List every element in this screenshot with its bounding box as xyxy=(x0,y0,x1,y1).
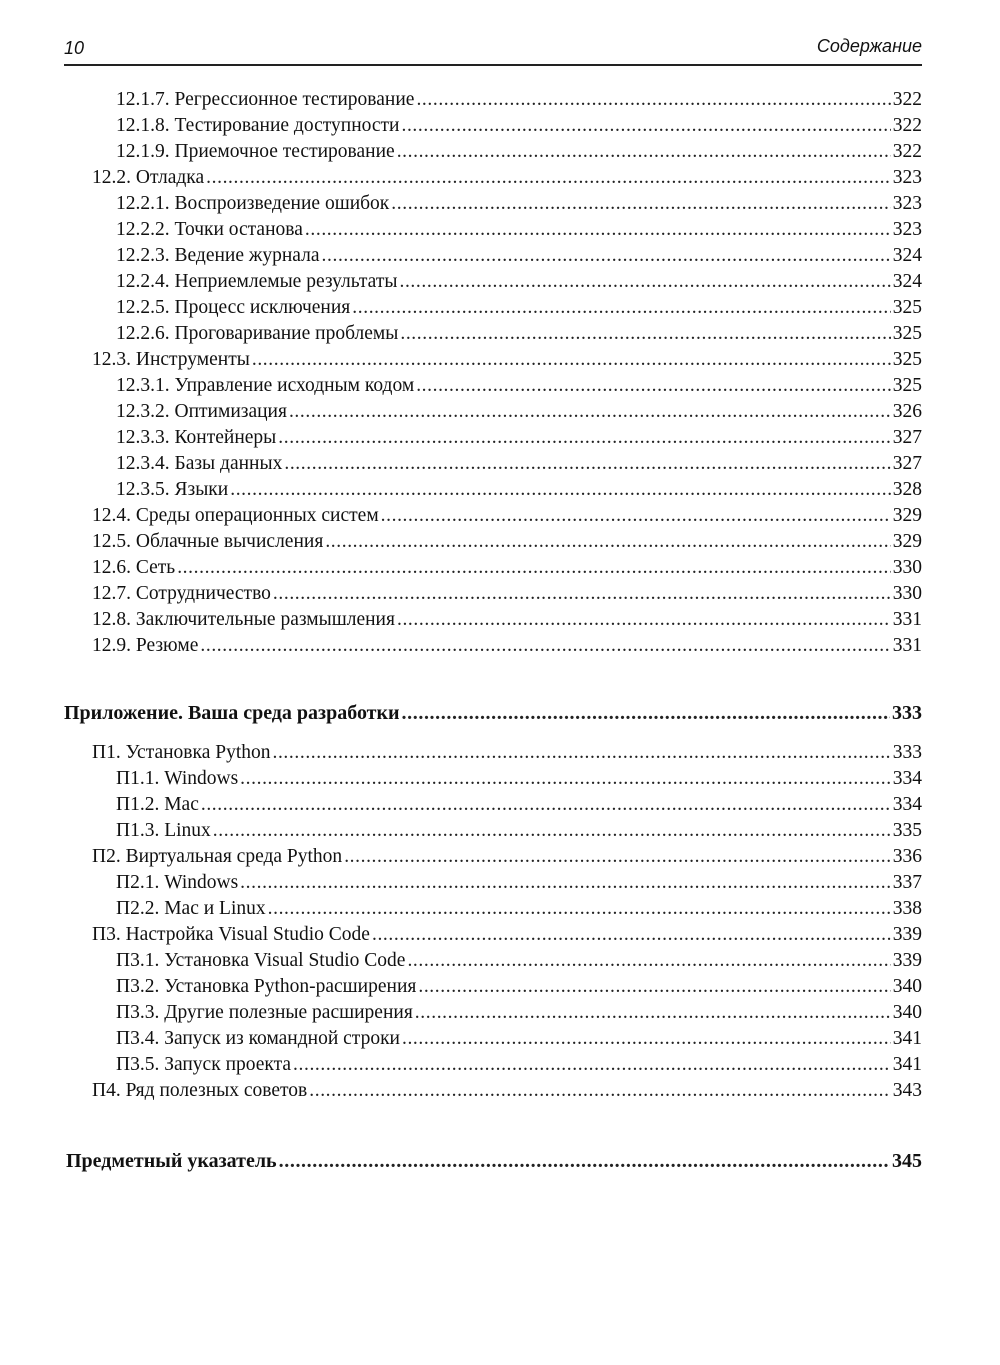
toc-entry-page: 325 xyxy=(892,323,922,344)
toc-entry xyxy=(116,896,922,922)
toc-entry-page: 323 xyxy=(892,193,922,214)
toc-entry-title: 12.4. Среды операционных систем xyxy=(92,505,379,526)
toc-entry-title: 12.3.1. Управление исходным кодом xyxy=(116,375,415,396)
toc-entry-title: 12.1.9. Приемочное тестирование xyxy=(116,141,395,162)
toc-entry-page: 339 xyxy=(892,924,922,945)
toc-entry-page: 337 xyxy=(892,872,922,893)
toc-entry-page: 329 xyxy=(892,505,922,526)
toc-entry-title: 12.3.3. Контейнеры xyxy=(116,427,277,448)
toc-entry xyxy=(92,922,922,948)
toc-entry-page: 323 xyxy=(892,167,922,188)
toc-leader-dots xyxy=(273,581,891,607)
toc-entry-page: 325 xyxy=(892,297,922,318)
toc-leader-dots xyxy=(397,139,891,165)
toc-entry xyxy=(92,347,922,373)
toc-entry xyxy=(116,139,922,165)
toc-entry xyxy=(116,451,922,477)
toc-leader-dots xyxy=(213,818,891,844)
toc-leader-dots xyxy=(415,1000,891,1026)
toc-entry-title: 12.1.8. Тестирование доступности xyxy=(116,115,400,136)
toc-entry-title: П1. Установка Python xyxy=(92,742,271,763)
toc-entry-page: 334 xyxy=(892,768,922,789)
toc-entry-title: 12.3.4. Базы данных xyxy=(116,453,283,474)
toc-entry xyxy=(92,581,922,607)
toc-entry xyxy=(116,87,922,113)
toc-leader-dots xyxy=(352,295,890,321)
toc-leader-dots xyxy=(381,503,891,529)
toc-leader-dots xyxy=(322,243,891,269)
toc-entry xyxy=(92,165,922,191)
toc-leader-dots xyxy=(230,477,891,503)
toc-entry-page: 340 xyxy=(892,1002,922,1023)
toc-leader-dots xyxy=(206,165,891,191)
toc-leader-dots xyxy=(289,399,891,425)
toc-entry-title: П1.1. Windows xyxy=(116,768,239,789)
toc-entry xyxy=(92,503,922,529)
toc-chapter-entry xyxy=(64,700,922,726)
toc-entry xyxy=(116,477,922,503)
toc-entry-title: 12.5. Облачные вычисления xyxy=(92,531,324,552)
toc-entry-title: П2.1. Windows xyxy=(116,872,239,893)
toc-entry-title: 12.2.3. Ведение журнала xyxy=(116,245,320,266)
toc-leader-dots xyxy=(278,425,890,451)
toc-entry-title: П1.3. Linux xyxy=(116,820,211,841)
toc-entry-title: П3.4. Запуск из командной строки xyxy=(116,1028,400,1049)
toc-entry-title: 12.8. Заключительные размышления xyxy=(92,609,395,630)
toc-entry-title: 12.2.6. Проговаривание проблемы xyxy=(116,323,399,344)
toc-entry-page: 327 xyxy=(892,427,922,448)
toc-entry xyxy=(92,633,922,659)
toc-entry-page: 322 xyxy=(892,89,922,110)
toc-chapter-entry xyxy=(66,1148,922,1174)
toc-entry xyxy=(116,1000,922,1026)
toc-entry xyxy=(116,269,922,295)
toc-leader-dots xyxy=(401,113,890,139)
toc-entry xyxy=(116,191,922,217)
toc-entry-page: 331 xyxy=(892,609,922,630)
toc-entry-page: 325 xyxy=(892,375,922,396)
toc-entry xyxy=(92,529,922,555)
toc-entry-page: 343 xyxy=(892,1080,922,1101)
toc-leader-dots xyxy=(309,1078,891,1104)
toc-leader-dots xyxy=(397,607,891,633)
toc-entry-title: Приложение. Ваша среда разработки xyxy=(64,702,400,724)
toc-entry-page: 330 xyxy=(892,583,922,604)
toc-leader-dots xyxy=(268,896,891,922)
toc-entry-title: 12.2.1. Воспроизведение ошибок xyxy=(116,193,390,214)
toc-entry-title: П2.2. Mac и Linux xyxy=(116,898,266,919)
toc-entry-page: 334 xyxy=(892,794,922,815)
toc-entry xyxy=(116,870,922,896)
toc-entry xyxy=(116,113,922,139)
toc-leader-dots xyxy=(344,844,891,870)
toc-entry xyxy=(116,243,922,269)
toc-entry-title: П3.2. Установка Python-расширения xyxy=(116,976,417,997)
toc-leader-dots xyxy=(402,1026,891,1052)
toc-leader-dots xyxy=(418,974,890,1000)
toc-entry-page: 328 xyxy=(892,479,922,500)
toc-leader-dots xyxy=(293,1052,891,1078)
toc-entry xyxy=(116,295,922,321)
toc-entry-page: 340 xyxy=(892,976,922,997)
toc-entry-page: 322 xyxy=(892,141,922,162)
toc-leader-dots xyxy=(402,700,890,726)
toc-entry-page: 336 xyxy=(892,846,922,867)
toc-entry-page: 333 xyxy=(892,742,922,763)
toc-entry xyxy=(92,607,922,633)
toc-entry-page: 324 xyxy=(892,245,922,266)
toc-leader-dots xyxy=(305,217,891,243)
toc-entry-title: 12.2. Отладка xyxy=(92,167,205,188)
toc-entry xyxy=(116,1052,922,1078)
toc-entry-title: П1.2. Mac xyxy=(116,794,199,815)
toc-entry xyxy=(92,740,922,766)
toc-entry xyxy=(116,425,922,451)
toc-entry-page: 345 xyxy=(892,1150,922,1172)
toc-entry-page: 322 xyxy=(892,115,922,136)
toc-entry xyxy=(116,792,922,818)
toc-entry-page: 330 xyxy=(892,557,922,578)
toc-entry xyxy=(116,373,922,399)
toc-entry-page: 339 xyxy=(892,950,922,971)
toc-entry xyxy=(116,974,922,1000)
toc-entry-title: П4. Ряд полезных советов xyxy=(92,1080,308,1101)
toc-entry-title: П3.3. Другие полезные расширения xyxy=(116,1002,413,1023)
toc-entry-title: 12.6. Сеть xyxy=(92,557,176,578)
toc-entry-title: 12.2.5. Процесс исключения xyxy=(116,297,351,318)
toc-entry-title: П3.5. Запуск проекта xyxy=(116,1054,292,1075)
toc-entry-page: 331 xyxy=(892,635,922,656)
toc-entry-title: 12.3.5. Языки xyxy=(116,479,229,500)
toc-entry xyxy=(116,818,922,844)
toc-entry xyxy=(92,555,922,581)
toc-entry-page: 325 xyxy=(892,349,922,370)
toc-entry-title: 12.2.4. Неприемлемые результаты xyxy=(116,271,398,292)
toc-entry-title: П3.1. Установка Visual Studio Code xyxy=(116,950,406,971)
toc-entry-page: 329 xyxy=(892,531,922,552)
toc-leader-dots xyxy=(240,766,891,792)
toc-entry xyxy=(116,321,922,347)
toc-entry-page: 324 xyxy=(892,271,922,292)
toc-leader-dots xyxy=(407,948,890,974)
toc-entry-page: 341 xyxy=(892,1028,922,1049)
toc-entry-page: 327 xyxy=(892,453,922,474)
toc-entry-page: 335 xyxy=(892,820,922,841)
toc-leader-dots xyxy=(240,870,891,896)
toc-entry-title: П3. Настройка Visual Studio Code xyxy=(92,924,370,945)
toc-leader-dots xyxy=(279,1148,890,1174)
toc-entry-page: 341 xyxy=(892,1054,922,1075)
toc-leader-dots xyxy=(416,87,890,113)
toc-entry-title: П2. Виртуальная среда Python xyxy=(92,846,343,867)
toc-leader-dots xyxy=(177,555,891,581)
toc-entry xyxy=(92,844,922,870)
toc-leader-dots xyxy=(325,529,890,555)
toc-entry-title: 12.3.2. Оптимизация xyxy=(116,401,287,422)
toc-entry-title: Предметный указатель xyxy=(66,1150,277,1172)
toc-entry xyxy=(116,217,922,243)
toc-entry-page: 338 xyxy=(892,898,922,919)
toc-leader-dots xyxy=(399,269,890,295)
toc-entry-title: 12.2.2. Точки останова xyxy=(116,219,303,240)
toc-entry-page: 323 xyxy=(892,219,922,240)
toc-leader-dots xyxy=(400,321,890,347)
toc-entry-title: 12.1.7. Регрессионное тестирование xyxy=(116,89,415,110)
toc-leader-dots xyxy=(284,451,890,477)
toc-leader-dots xyxy=(372,922,891,948)
toc-leader-dots xyxy=(272,740,890,766)
toc-leader-dots xyxy=(252,347,891,373)
toc-entry-page: 333 xyxy=(892,702,922,724)
toc-leader-dots xyxy=(416,373,891,399)
toc-leader-dots xyxy=(391,191,890,217)
toc-entry xyxy=(116,948,922,974)
page-number: 10 xyxy=(64,38,85,58)
toc-leader-dots xyxy=(201,792,891,818)
toc-entry xyxy=(92,1078,922,1104)
running-title: Содержание xyxy=(816,36,922,56)
page-header xyxy=(64,34,922,66)
toc-leader-dots xyxy=(200,633,890,659)
toc-entry xyxy=(116,399,922,425)
toc-entry-title: 12.7. Сотрудничество xyxy=(92,583,271,604)
toc-entry-title: 12.3. Инструменты xyxy=(92,349,250,370)
toc-entry-page: 326 xyxy=(892,401,922,422)
toc-entry xyxy=(116,1026,922,1052)
toc-entry-title: 12.9. Резюме xyxy=(92,635,199,656)
toc-entry xyxy=(116,766,922,792)
